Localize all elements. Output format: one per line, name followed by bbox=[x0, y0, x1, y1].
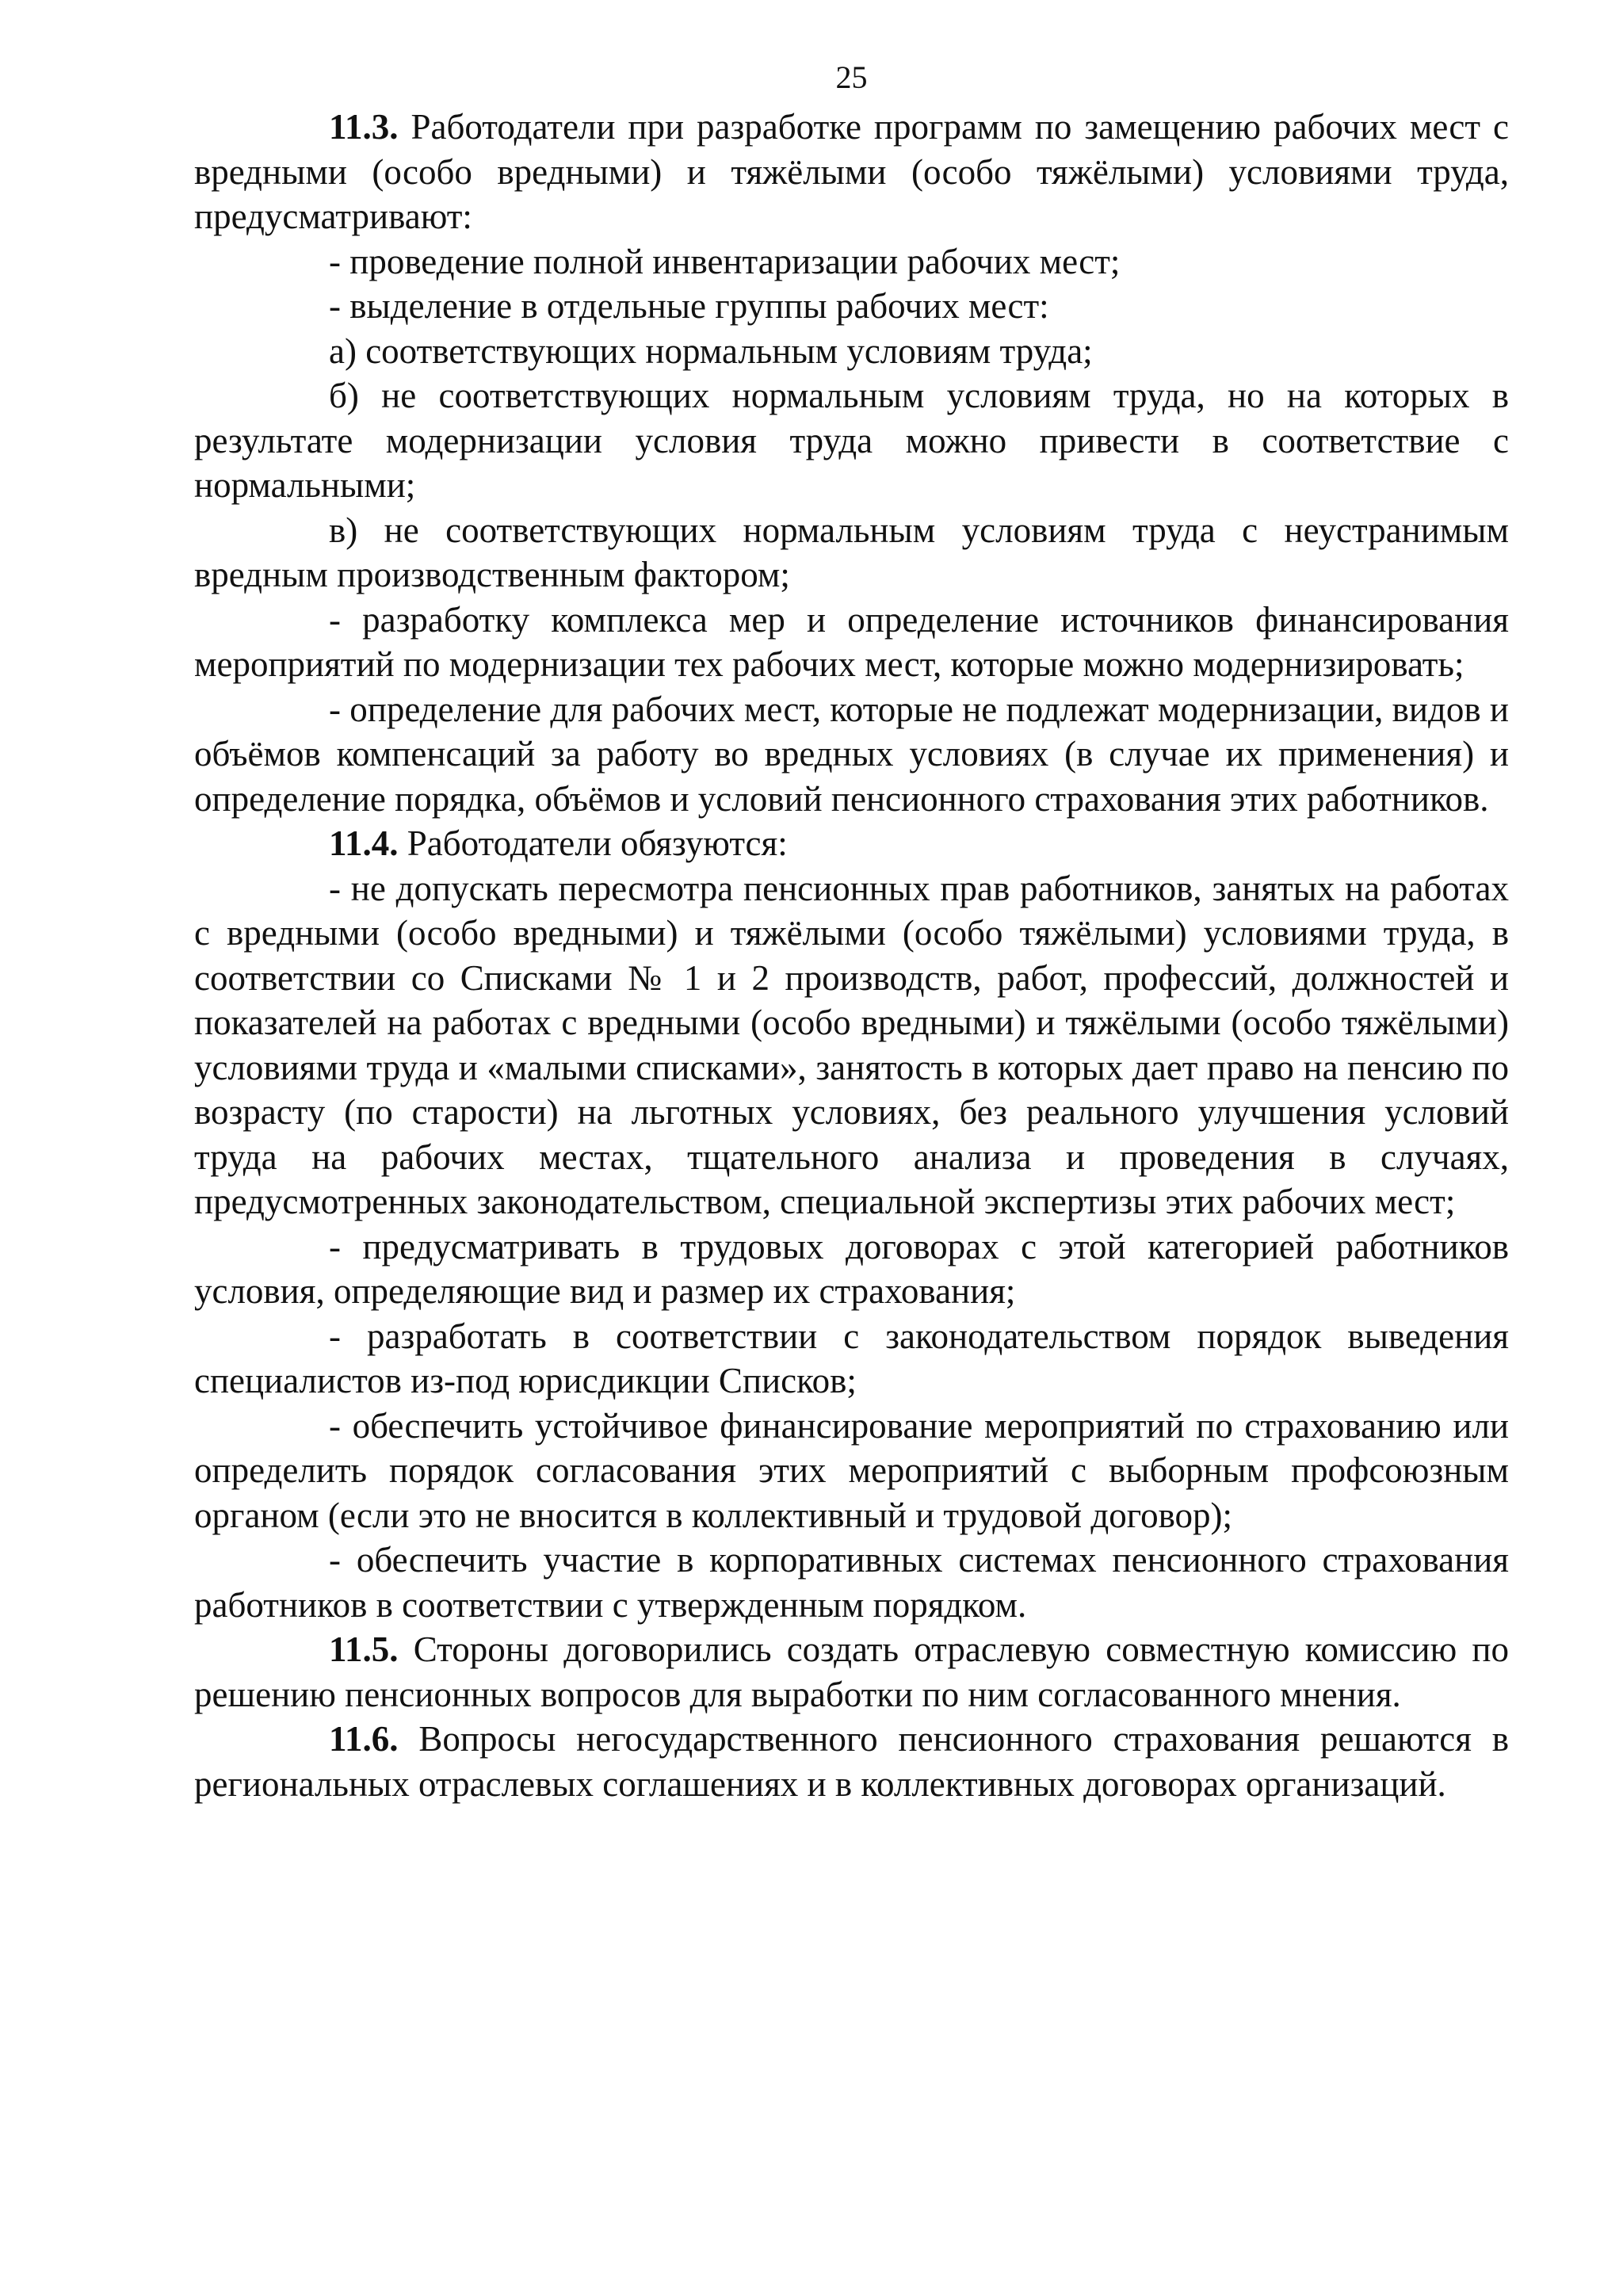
clause-number: 11.5. bbox=[329, 1629, 399, 1669]
paragraph-text: Работодатели при разработке программ по замещению рабочих мест с вредными (особо вредными) и тяжёлыми (особо тяжёлыми) условиями труда, предусматривают: bbox=[194, 107, 1509, 236]
list-item bbox=[194, 1404, 1509, 1538]
list-item bbox=[194, 866, 1509, 1224]
paragraph-text: Работодатели обязуются: bbox=[398, 823, 788, 863]
paragraph-text: - обеспечить устойчивое финансирование мероприятий по страхованию или определить порядок согласования этих мероприятий с выборным профсоюзным органом (если это не вносится в коллективный и трудовой договор); bbox=[194, 1405, 1509, 1535]
paragraph-text: - разработать в соответствии с законодательством порядок выведения специалистов из-под юрисдикции Списков; bbox=[194, 1316, 1509, 1400]
paragraph-text: - обеспечить участие в корпоративных системах пенсионного страхования работников в соответствии с утвержденным порядком. bbox=[194, 1540, 1509, 1625]
list-item bbox=[194, 1538, 1509, 1627]
list-item bbox=[194, 508, 1509, 598]
clause-number: 11.6. bbox=[329, 1719, 399, 1759]
list-item bbox=[194, 373, 1509, 508]
list-item bbox=[194, 1224, 1509, 1314]
paragraph-text: - разработку комплекса мер и определение источников финансирования мероприятий по модернизации тех рабочих мест, которые можно модернизировать; bbox=[194, 599, 1509, 684]
list-item bbox=[194, 284, 1509, 329]
page-number: 25 bbox=[835, 59, 868, 95]
paragraph-text: - выделение в отдельные группы рабочих мест: bbox=[329, 286, 1049, 326]
paragraph-text: - предусматривать в трудовых договорах с этой категорией работников условия, определяющие вид и размер их страхования; bbox=[194, 1226, 1509, 1311]
paragraph-text: Стороны договорились создать отраслевую совместную комиссию по решению пенсионных вопросов для выработки по ним согласованного мнения. bbox=[194, 1629, 1509, 1714]
paragraph-text: - проведение полной инвентаризации рабочих мест; bbox=[329, 241, 1121, 281]
paragraph-11-3 bbox=[194, 105, 1509, 239]
clause-number: 11.4. bbox=[329, 823, 399, 863]
clause-number: 11.3. bbox=[329, 107, 399, 147]
list-item bbox=[194, 598, 1509, 687]
paragraph-11-6 bbox=[194, 1717, 1509, 1806]
paragraph-text: Вопросы негосударственного пенсионного страхования решаются в региональных отраслевых соглашениях и в коллективных договорах организаций. bbox=[194, 1719, 1509, 1804]
list-item bbox=[194, 1314, 1509, 1404]
paragraph-text: а) соответствующих нормальным условиям труда; bbox=[329, 330, 1093, 371]
paragraph-text: б) не соответствующих нормальным условиям труда, но на которых в результате модернизации условия труда можно привести в соответствие с нормальными; bbox=[194, 376, 1509, 505]
list-item bbox=[194, 329, 1509, 374]
paragraph-text: в) не соответствующих нормальным условиям труда с неустранимым вредным производственным фактором; bbox=[194, 510, 1509, 594]
paragraph-11-4 bbox=[194, 821, 1509, 866]
paragraph-text: - определение для рабочих мест, которые не подлежат модернизации, видов и объёмов компенсаций за работу во вредных условиях (в случае их применения) и определение порядка, объёмов и условий пенсионного страхования этих работников. bbox=[194, 689, 1509, 819]
paragraph-text: - не допускать пересмотра пенсионных прав работников, занятых на работах с вредными (особо вредными) и тяжёлыми (особо тяжёлыми) условиями труда, в соответствии со Списками № 1 и 2 производств, работ, профессий, должностей и показателей на работах с вредными (особо вредными) и тяжёлыми (особо тяжёлыми) условиями труда и «малыми списками», занятость в которых дает право на пенсию по возрасту (по старости) на льготных условиях, без реального улучшения условий труда на рабочих местах, тщательного анализа и проведения в случаях, предусмотренных законодательством, специальной экспертизы этих рабочих мест; bbox=[194, 868, 1509, 1221]
list-item bbox=[194, 687, 1509, 822]
paragraph-11-5 bbox=[194, 1627, 1509, 1717]
list-item bbox=[194, 239, 1509, 285]
